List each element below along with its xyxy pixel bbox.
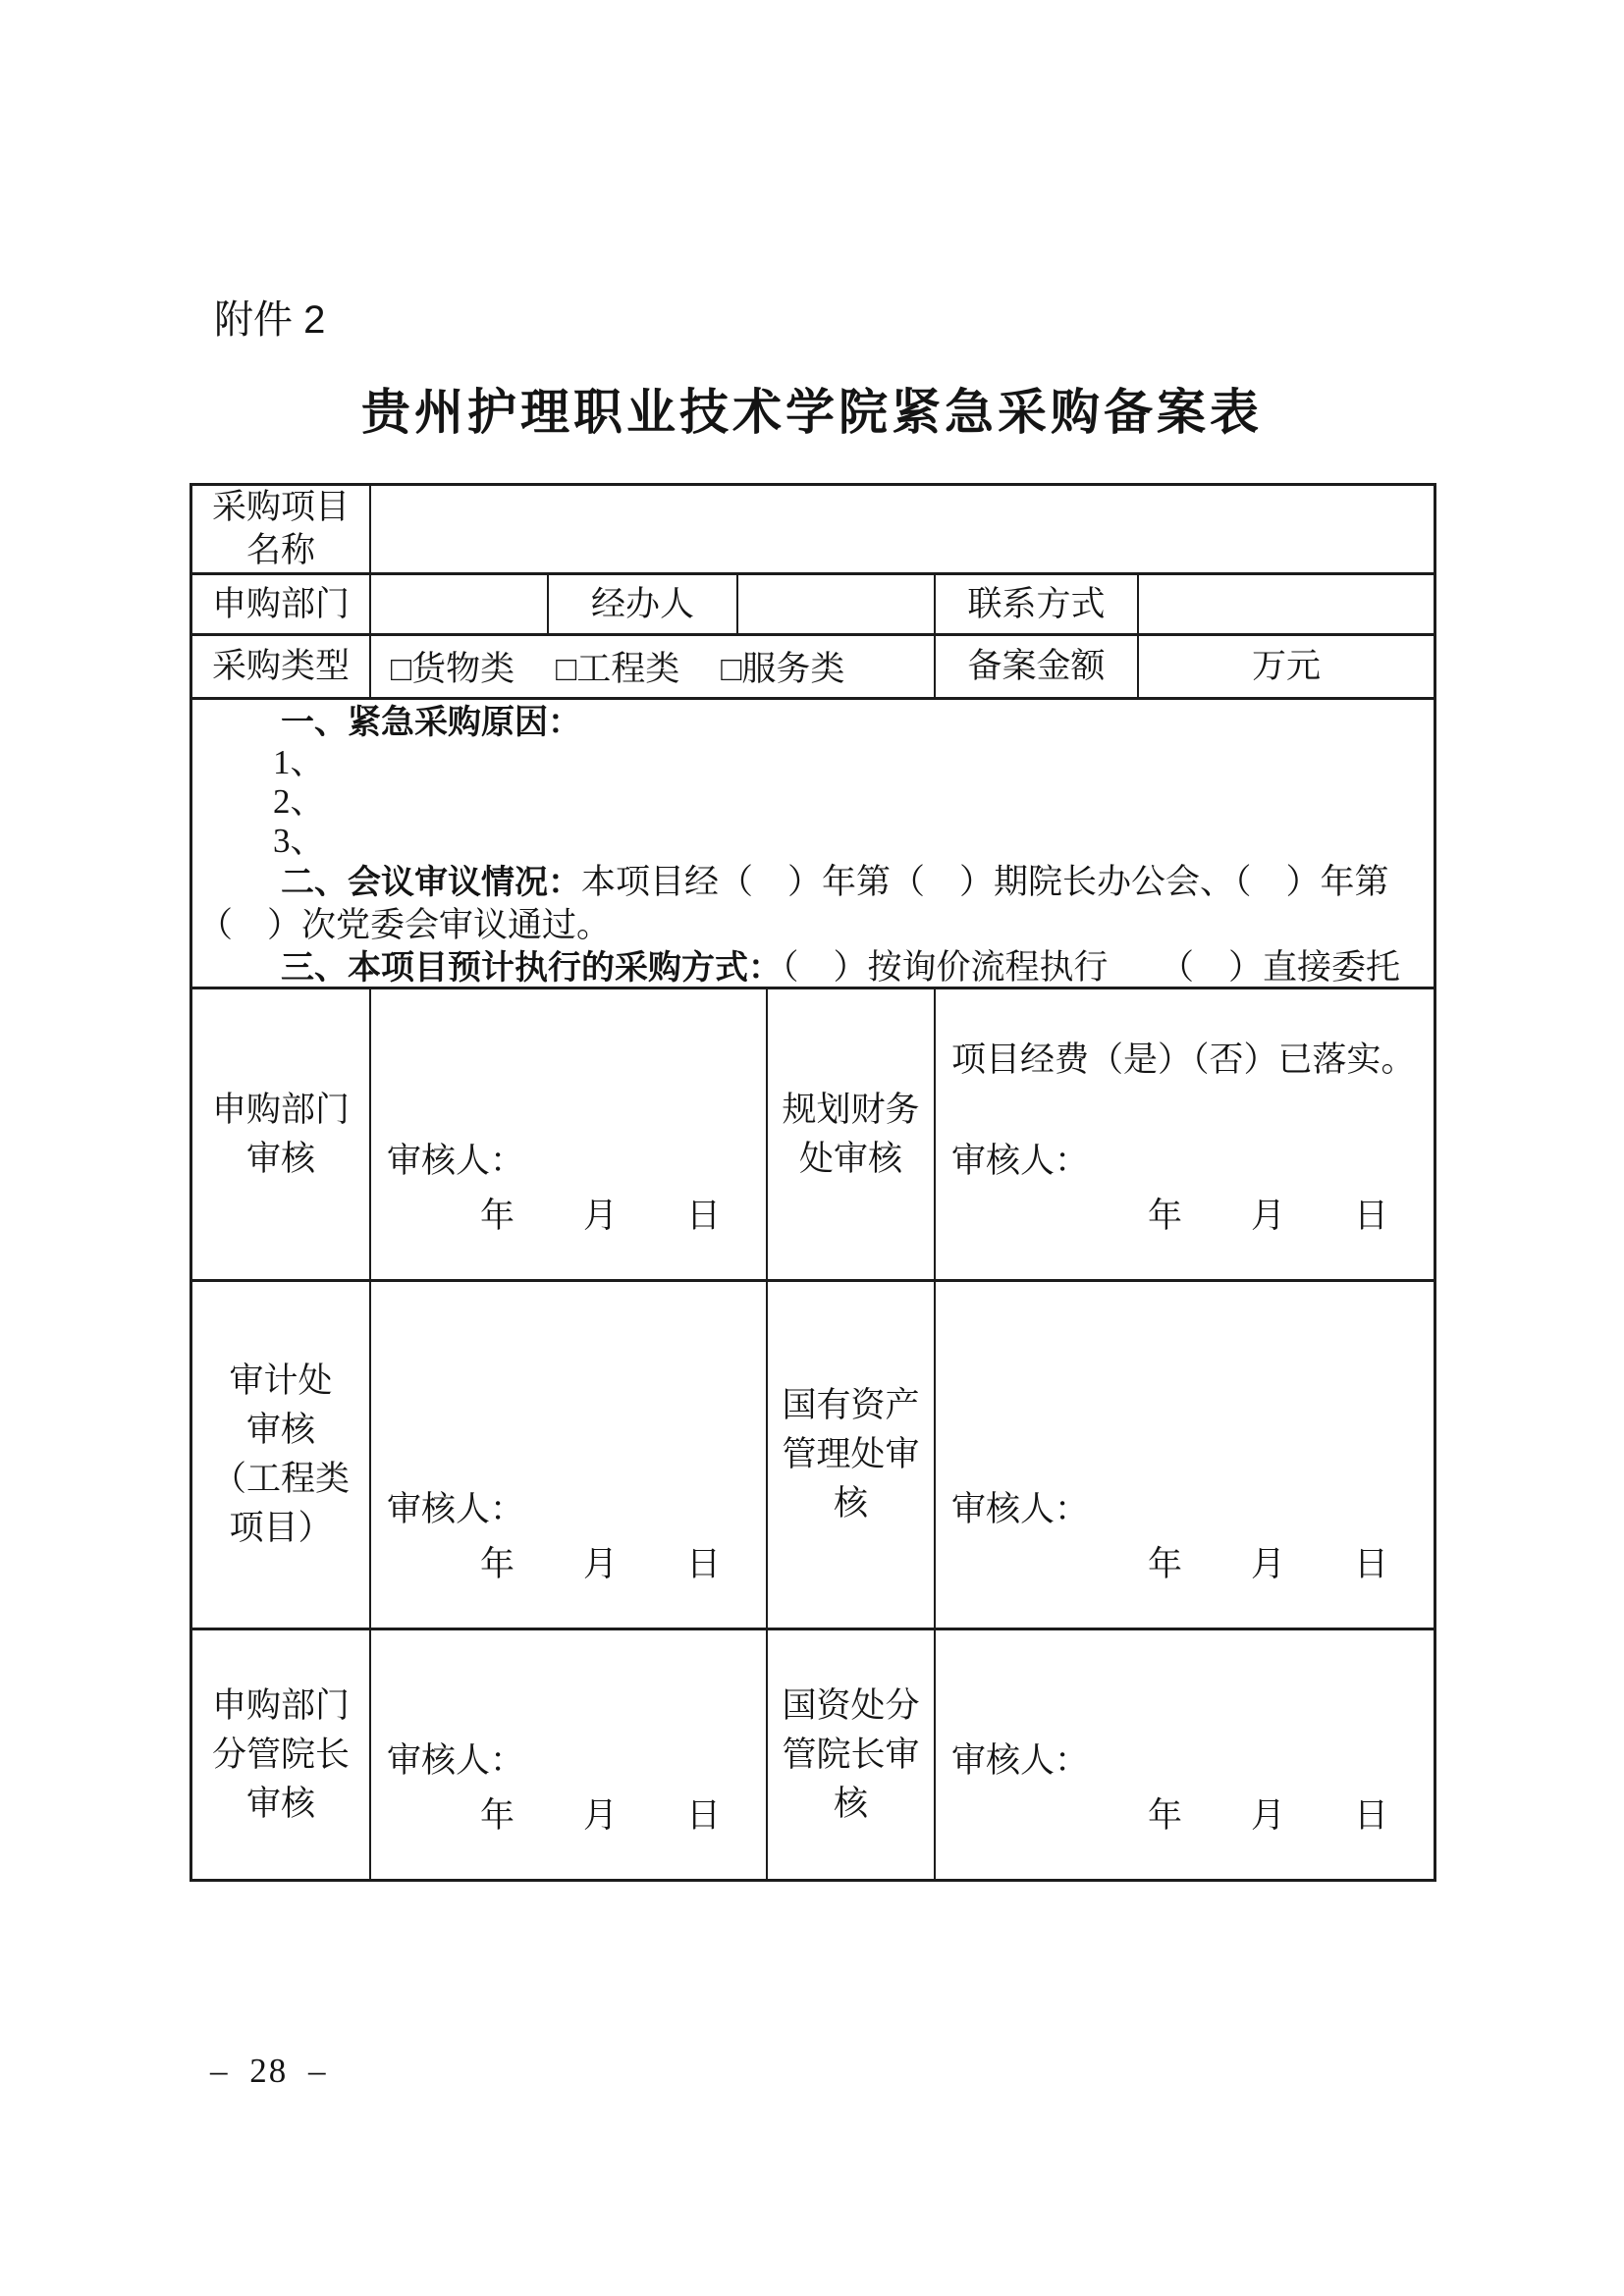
field-label-purchase-type: 采购类型 xyxy=(211,647,350,685)
audit2-right-sign-area xyxy=(934,1282,1434,1628)
audit3-left-label: 申购部门 分管院长 审核 xyxy=(211,1685,350,1823)
date-line: 年 月 日 xyxy=(1147,1197,1388,1235)
audit2-left-sign-area xyxy=(369,1282,766,1628)
page-title: 贵州护理职业技术学院紧急采购备案表 xyxy=(361,385,1263,440)
row-audit-2 xyxy=(192,1279,1434,1628)
section-meeting-text: 本项目经（ ）年第（ ）期院长办公会、（ ）年第 xyxy=(581,863,1389,901)
procurement-form-table xyxy=(189,483,1436,1882)
audit1-left-label: 申购部门 审核 xyxy=(211,1090,350,1178)
section-meeting-cont: （ ）次党委会审议通过。 xyxy=(198,906,612,944)
attachment-label: 附件 2 xyxy=(214,298,326,342)
row-dept-handler-contact xyxy=(192,572,1434,633)
sections-cell xyxy=(192,700,1434,987)
section-meeting-heading: 二、会议审议情况： xyxy=(281,864,581,901)
audit2-right-label: 国有资产 管理处审 核 xyxy=(766,1282,934,1628)
checkbox-option-goods: □货物类 xyxy=(391,650,515,688)
audit2-left-label: 审计处 审核 （工程类 项目） xyxy=(211,1362,350,1547)
row-type-amount xyxy=(192,633,1434,697)
date-line: 年 月 日 xyxy=(479,1796,721,1835)
audit1-right-sign-area xyxy=(934,989,1434,1279)
section-method xyxy=(196,946,1434,987)
section-method-text: （ ）按询价流程执行 （ ）直接委托 xyxy=(782,948,1401,987)
field-label-handler: 经办人 xyxy=(547,575,736,633)
row-sections xyxy=(192,697,1434,987)
reviewer-label: 审核人： xyxy=(387,1490,525,1528)
purchase-type-options xyxy=(369,636,934,697)
field-label-request-dept: 申购部门 xyxy=(211,584,350,623)
date-line: 年 月 日 xyxy=(1147,1796,1388,1835)
field-label-filing-amount: 备案金额 xyxy=(934,636,1137,697)
field-value-request-dept xyxy=(369,575,547,633)
reviewer-label: 审核人： xyxy=(387,1741,525,1780)
checkbox-option-works: □工程类 xyxy=(556,650,680,688)
row-audit-1 xyxy=(192,987,1434,1279)
date-line: 年 月 日 xyxy=(1147,1545,1388,1583)
audit3-right-label: 国资处分 管院长审 核 xyxy=(766,1630,934,1879)
page-number: – 28 – xyxy=(210,2052,328,2090)
date-line: 年 月 日 xyxy=(479,1545,721,1583)
field-value-handler xyxy=(736,575,934,633)
date-line: 年 月 日 xyxy=(479,1197,721,1235)
audit3-right-sign-area xyxy=(934,1630,1434,1879)
field-value-project-name xyxy=(369,486,1434,572)
section-method-heading: 三、本项目预计执行的采购方式： xyxy=(281,949,782,987)
reviewer-label: 审核人： xyxy=(951,1142,1090,1180)
reason-item-2: 2、 xyxy=(273,782,325,821)
field-unit-filing-amount: 万元 xyxy=(1137,636,1434,697)
field-label-contact: 联系方式 xyxy=(934,575,1137,633)
audit1-left-sign-area xyxy=(369,989,766,1279)
row-project-name xyxy=(192,486,1434,572)
reason-item-1: 1、 xyxy=(273,743,325,781)
audit1-right-label: 规划财务 处审核 xyxy=(766,989,934,1279)
field-label-project-name: 采购项目 名称 xyxy=(211,488,350,569)
reviewer-label: 审核人： xyxy=(951,1490,1090,1528)
section-reason-heading: 一、紧急采购原因： xyxy=(281,704,581,741)
reviewer-label: 审核人： xyxy=(951,1741,1090,1780)
reviewer-label: 审核人： xyxy=(387,1142,525,1180)
funding-note: 项目经费（是）（否）已落实。 xyxy=(951,1041,1416,1079)
audit3-left-sign-area xyxy=(369,1630,766,1879)
reason-item-3: 3、 xyxy=(273,822,325,860)
section-meeting xyxy=(196,861,1434,904)
row-audit-3 xyxy=(192,1628,1434,1879)
field-value-contact xyxy=(1137,575,1434,633)
checkbox-option-services: □服务类 xyxy=(721,650,845,688)
